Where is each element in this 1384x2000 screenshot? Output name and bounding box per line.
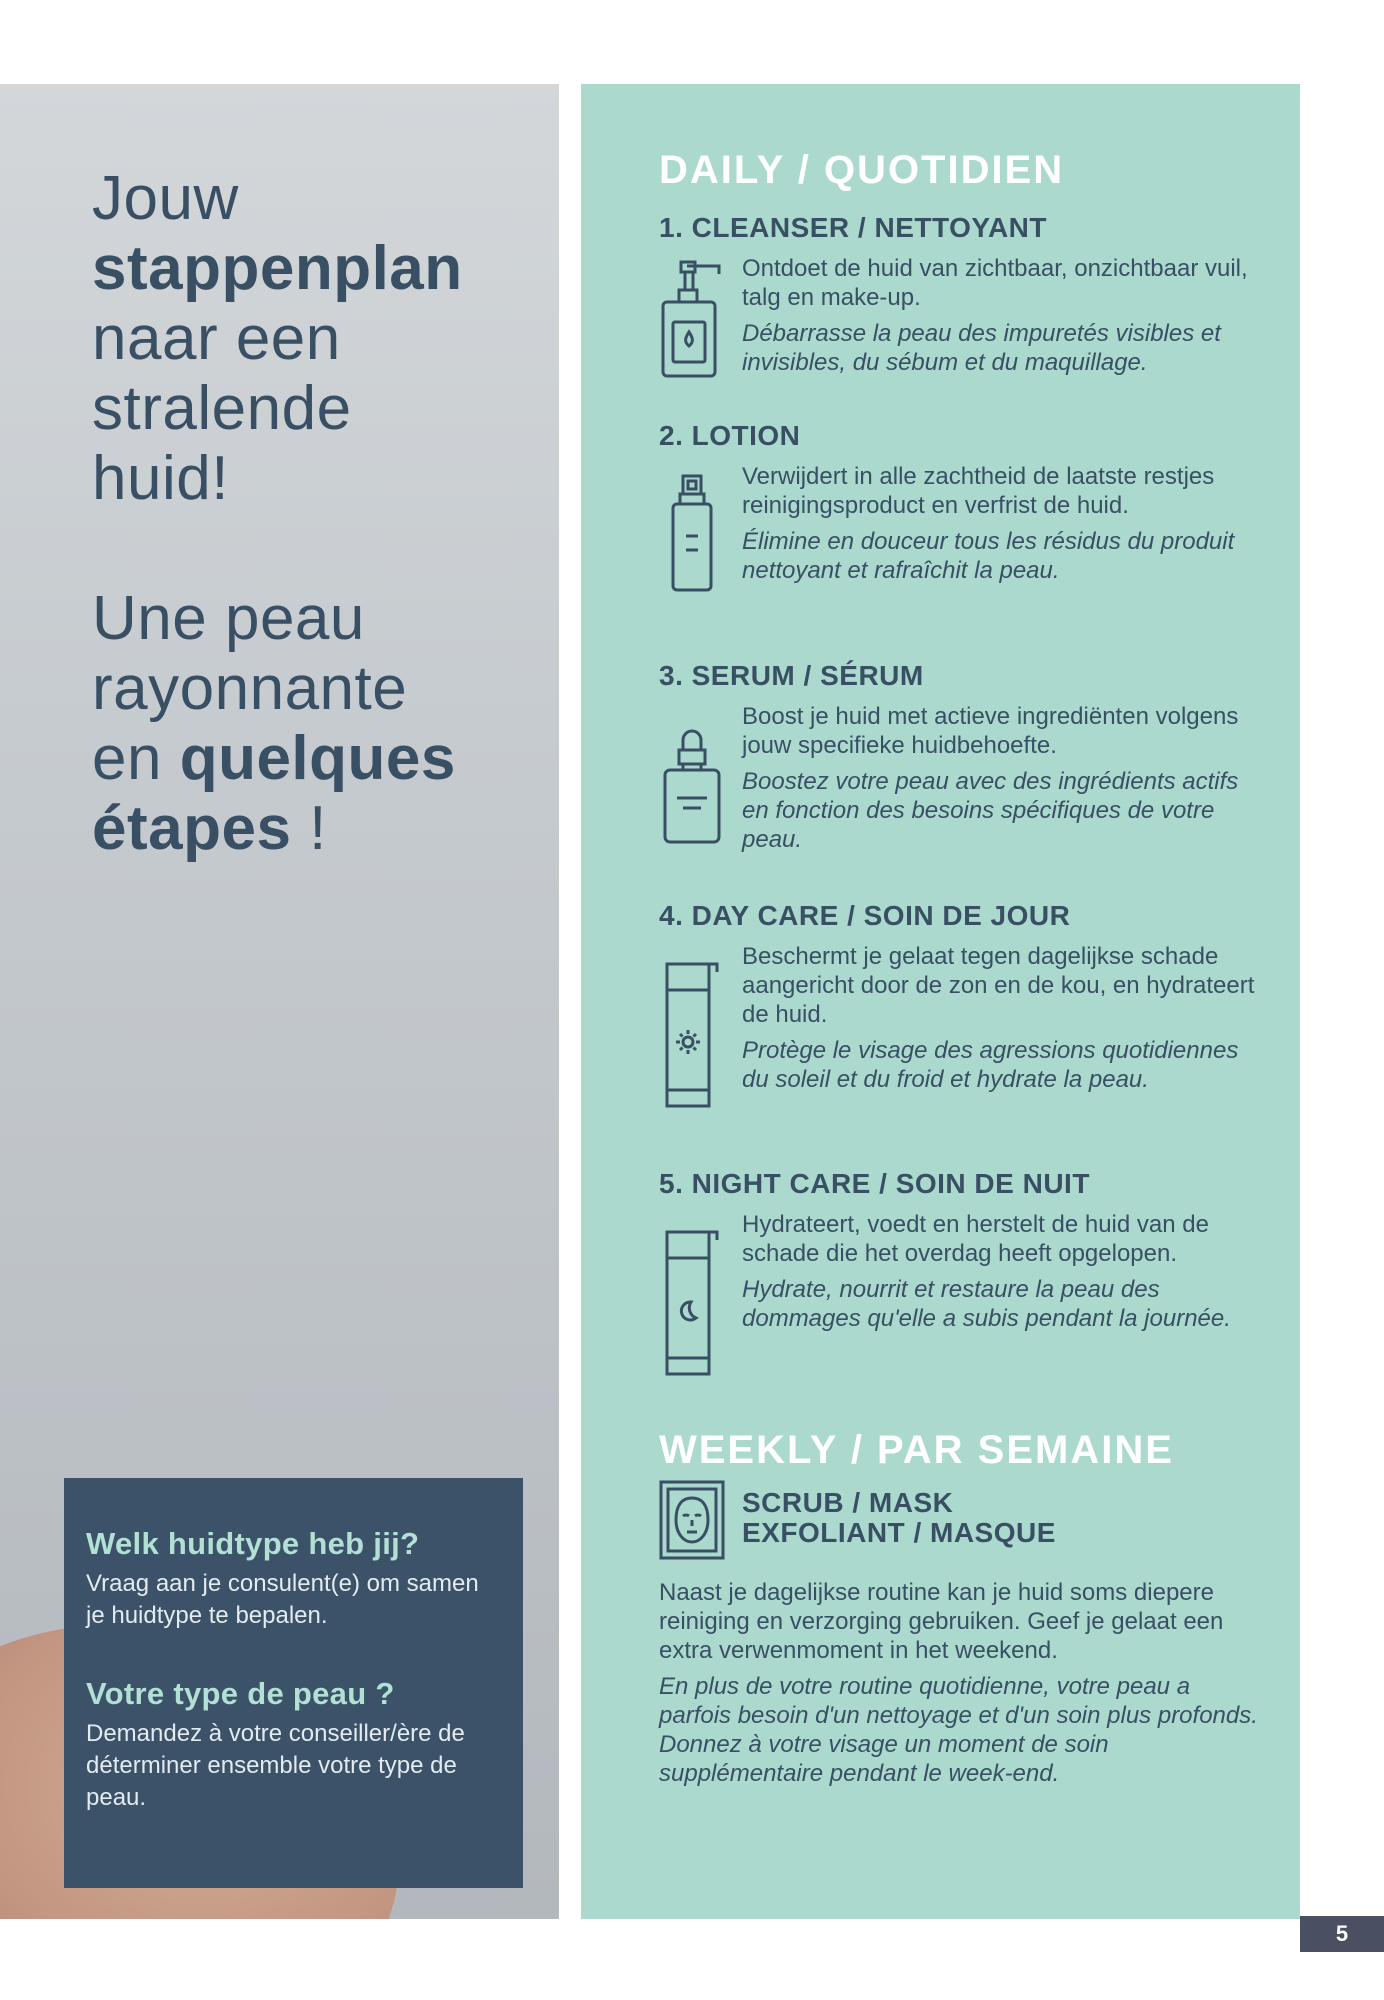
title-line: Une peau <box>92 584 365 653</box>
step-text-nl: Verwijdert in alle zachtheid de laatste restjes reinigingsproduct en verfrist de huid. <box>742 463 1215 519</box>
step-title: 4. DAY CARE / SOIN DE JOUR <box>659 900 1071 931</box>
step-text-nl: Beschermt je gelaat tegen dagelijkse schade aangericht door de zon en de kou, en hydrateert de huid. <box>742 943 1255 1028</box>
sun-tube-icon <box>659 960 725 1110</box>
weekly-subtitle: SCRUB / MASK EXFOLIANT / MASQUE <box>742 1487 1056 1548</box>
spray-bottle-icon <box>659 474 725 594</box>
face-mask-icon <box>659 1480 725 1560</box>
step-title: 5. NIGHT CARE / SOIN DE NUIT <box>659 1168 1090 1199</box>
step-title: 2. LOTION <box>659 420 801 451</box>
step-text-fr: Hydrate, nourrit et restaure la peau des dommages qu'elle a subis pendant la journée. <box>742 1276 1231 1332</box>
step-text-fr: Débarrasse la peau des impuretés visibles et invisibles, du sébum et du maquillage. <box>742 320 1221 376</box>
title-line: en quelques <box>92 724 456 793</box>
title-line: rayonnante <box>92 654 408 723</box>
step-description <box>742 1210 1262 1333</box>
step-description <box>742 942 1262 1094</box>
pump-bottle-icon <box>659 260 725 380</box>
step-text-fr: Protège le visage des agressions quotidiennes du soleil et du froid et hydrate la peau. <box>742 1037 1239 1093</box>
skin-type-text-nl: Vraag aan je consulent(e) om samen je huidtype te bepalen. <box>86 1570 479 1629</box>
title-line: naar een <box>92 304 341 373</box>
step-title: 3. SERUM / SÉRUM <box>659 660 924 691</box>
title-line: stralende <box>92 374 352 443</box>
weekly-description <box>659 1578 1259 1788</box>
routine-panel <box>581 84 1300 1919</box>
skin-type-text-fr: Demandez à votre conseiller/ère de déterminer ensemble votre type de peau. <box>86 1720 465 1811</box>
photo-panel <box>0 84 559 1919</box>
weekly-title: WEEKLY / PAR SEMAINE <box>659 1428 1174 1472</box>
title-line: étapes ! <box>92 794 327 863</box>
title-line: huid! <box>92 444 229 513</box>
page-title <box>92 164 463 864</box>
weekly-text-nl: Naast je dagelijkse routine kan je huid soms diepere reiniging en verzorging gebruiken. Geef je gelaat een extra verwenmoment in het weekend. <box>659 1579 1224 1664</box>
title-line-bold: stappenplan <box>92 234 463 303</box>
title-line: Jouw <box>92 164 239 233</box>
dropper-bottle-icon <box>659 728 725 848</box>
step-description <box>742 254 1262 377</box>
step-description <box>742 462 1262 585</box>
step-title: 1. CLEANSER / NETTOYANT <box>659 212 1048 243</box>
moon-tube-icon <box>659 1228 725 1378</box>
page-number: 5 <box>1300 1916 1384 1952</box>
step-text-nl: Ontdoet de huid van zichtbaar, onzichtbaar vuil, talg en make-up. <box>742 255 1248 311</box>
step-text-fr: Boostez votre peau avec des ingrédients actifs en fonction des besoins spécifiques de votre peau. <box>742 768 1239 853</box>
skin-type-title-fr: Votre type de peau ? <box>86 1676 395 1711</box>
daily-title: DAILY / QUOTIDIEN <box>659 148 1065 192</box>
step-text-fr: Élimine en douceur tous les résidus du produit nettoyant et rafraîchit la peau. <box>742 528 1235 584</box>
step-description <box>742 702 1262 854</box>
step-text-nl: Hydrateert, voedt en herstelt de huid van de schade die het overdag heeft opgelopen. <box>742 1211 1209 1267</box>
skin-type-box <box>64 1478 523 1888</box>
step-text-nl: Boost je huid met actieve ingrediënten volgens jouw specifieke huidbehoefte. <box>742 703 1239 759</box>
skin-type-title-nl: Welk huidtype heb jij? <box>86 1526 420 1561</box>
weekly-text-fr: En plus de votre routine quotidienne, votre peau a parfois besoin d'un nettoyage et d'un soin plus profonds. Donnez à votre visage un moment de soin supplémentaire pendant le week-end. <box>659 1673 1258 1787</box>
